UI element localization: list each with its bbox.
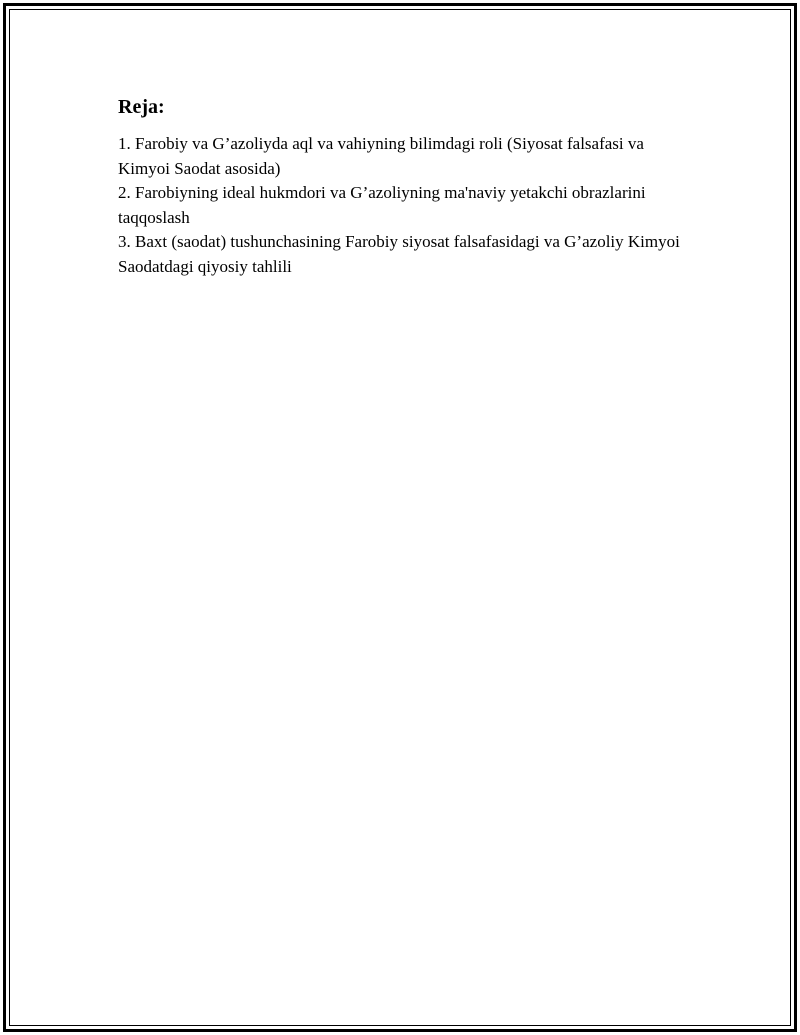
plan-item-3: 3. Baxt (saodat) tushunchasining Farobiy siyosat falsafasidagi va G’azoliy Kimyoi Saodatdagi qiyosiy tahlili bbox=[118, 232, 680, 276]
document-content bbox=[118, 94, 688, 279]
plan-list bbox=[118, 132, 688, 279]
plan-item-2: 2. Farobiyning ideal hukmdori va G’azoliyning ma'naviy yetakchi obrazlarini taqqoslash bbox=[118, 183, 646, 227]
plan-heading: Reja: bbox=[118, 96, 165, 118]
plan-item-1: 1. Farobiy va G’azoliyda aql va vahiyning bilimdagi roli (Siyosat falsafasi va Kimyoi Saodat asosida) bbox=[118, 134, 644, 178]
